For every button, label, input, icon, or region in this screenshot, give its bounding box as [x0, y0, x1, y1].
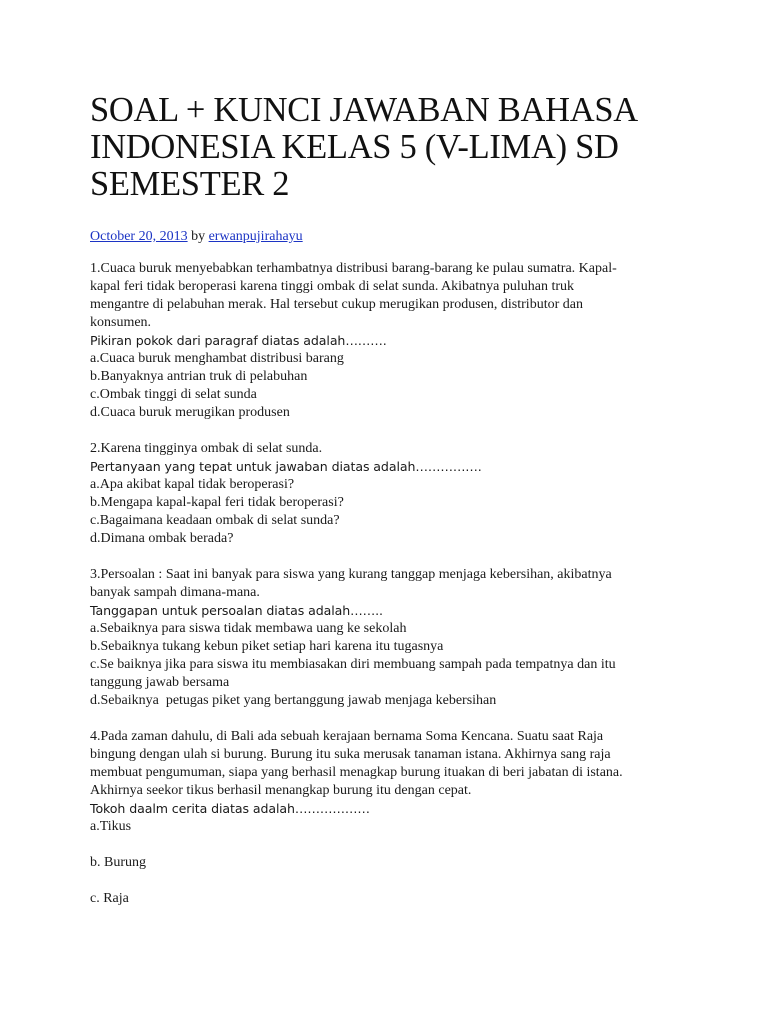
paragraph-line: mengantre di pelabuhan merak. Hal tersebut cukup merugikan produsen, distributor dan: [90, 297, 583, 312]
by-label: by: [191, 229, 206, 244]
answer-option: d.Dimana ombak berada?: [90, 531, 234, 546]
article-body: [90, 260, 690, 908]
paragraph-line: 1.Cuaca buruk menyebabkan terhambatnya distribusi barang-barang ke pulau sumatra. Kapal-: [90, 261, 617, 276]
answer-option: c.Se baiknya jika para siswa itu membiasakan diri membuang sampah pada tempatnya dan itu: [90, 657, 616, 672]
answer-option: a.Tikus: [90, 819, 132, 834]
question-prompt: Pertanyaan yang tepat untuk jawaban diatas adalah…………….: [90, 459, 482, 474]
paragraph-line: banyak sampah dimana-mana.: [90, 585, 260, 600]
paragraph-line: kapal feri tidak beroperasi karena tinggi ombak di selat sunda. Akibatnya puluhan truk: [90, 279, 575, 294]
post-meta: [90, 228, 690, 246]
paragraph-line: 4.Pada zaman dahulu, di Bali ada sebuah kerajaan bernama Soma Kencana. Suatu saat Raja: [90, 729, 604, 744]
document-page: [90, 92, 690, 926]
question-2: [90, 440, 690, 548]
post-date-link[interactable]: October 20, 2013: [90, 229, 188, 244]
paragraph-line: konsumen.: [90, 315, 152, 330]
answer-option: d.Cuaca buruk merugikan produsen: [90, 405, 290, 420]
answer-option: c. Raja: [90, 891, 129, 906]
answer-option: a.Cuaca buruk menghambat distribusi barang: [90, 351, 344, 366]
paragraph-line: bingung dengan ulah si burung. Burung itu suka merusak tanaman istana. Akhirnya sang raja: [90, 747, 611, 762]
question-1: [90, 260, 690, 422]
answer-option: b.Banyaknya antrian truk di pelabuhan: [90, 369, 308, 384]
question-4: [90, 728, 690, 908]
answer-option: a.Apa akibat kapal tidak beroperasi?: [90, 477, 295, 492]
answer-option: c.Bagaimana keadaan ombak di selat sunda?: [90, 513, 340, 528]
author-link[interactable]: erwanpujirahayu: [208, 229, 303, 244]
question-prompt: Pikiran pokok dari paragraf diatas adalah……….: [90, 333, 387, 348]
answer-option: a.Sebaiknya para siswa tidak membawa uang ke sekolah: [90, 621, 407, 636]
paragraph-line: 3.Persoalan : Saat ini banyak para siswa yang kurang tanggap menjaga kebersihan, akibatnya: [90, 567, 612, 582]
answer-option: b. Burung: [90, 855, 146, 870]
answer-option: c.Ombak tinggi di selat sunda: [90, 387, 257, 402]
answer-option: b.Mengapa kapal-kapal feri tidak beroperasi?: [90, 495, 344, 510]
question-3: [90, 566, 690, 710]
question-prompt: Tanggapan untuk persoalan diatas adalah……..: [90, 603, 383, 618]
option-spacer: [90, 836, 690, 854]
paragraph-line: Akhirnya seekor tikus berhasil menangkap burung itu dengan cepat.: [90, 783, 472, 798]
answer-option: tanggung jawab bersama: [90, 675, 230, 690]
answer-option: d.Sebaiknya petugas piket yang bertanggung jawab menjaga kebersihan: [90, 693, 497, 708]
answer-option: b.Sebaiknya tukang kebun piket setiap hari karena itu tugasnya: [90, 639, 444, 654]
paragraph-line: 2.Karena tingginya ombak di selat sunda.: [90, 441, 323, 456]
question-prompt: Tokoh daalm cerita diatas adalah………………: [90, 801, 370, 816]
paragraph-line: membuat pengumuman, siapa yang berhasil menagkap burung ituakan di beri jabatan di istana.: [90, 765, 623, 780]
article-title: SOAL + KUNCI JAWABAN BAHASA INDONESIA KELAS 5 (V-LIMA) SD SEMESTER 2: [90, 91, 636, 203]
option-spacer: [90, 872, 690, 890]
